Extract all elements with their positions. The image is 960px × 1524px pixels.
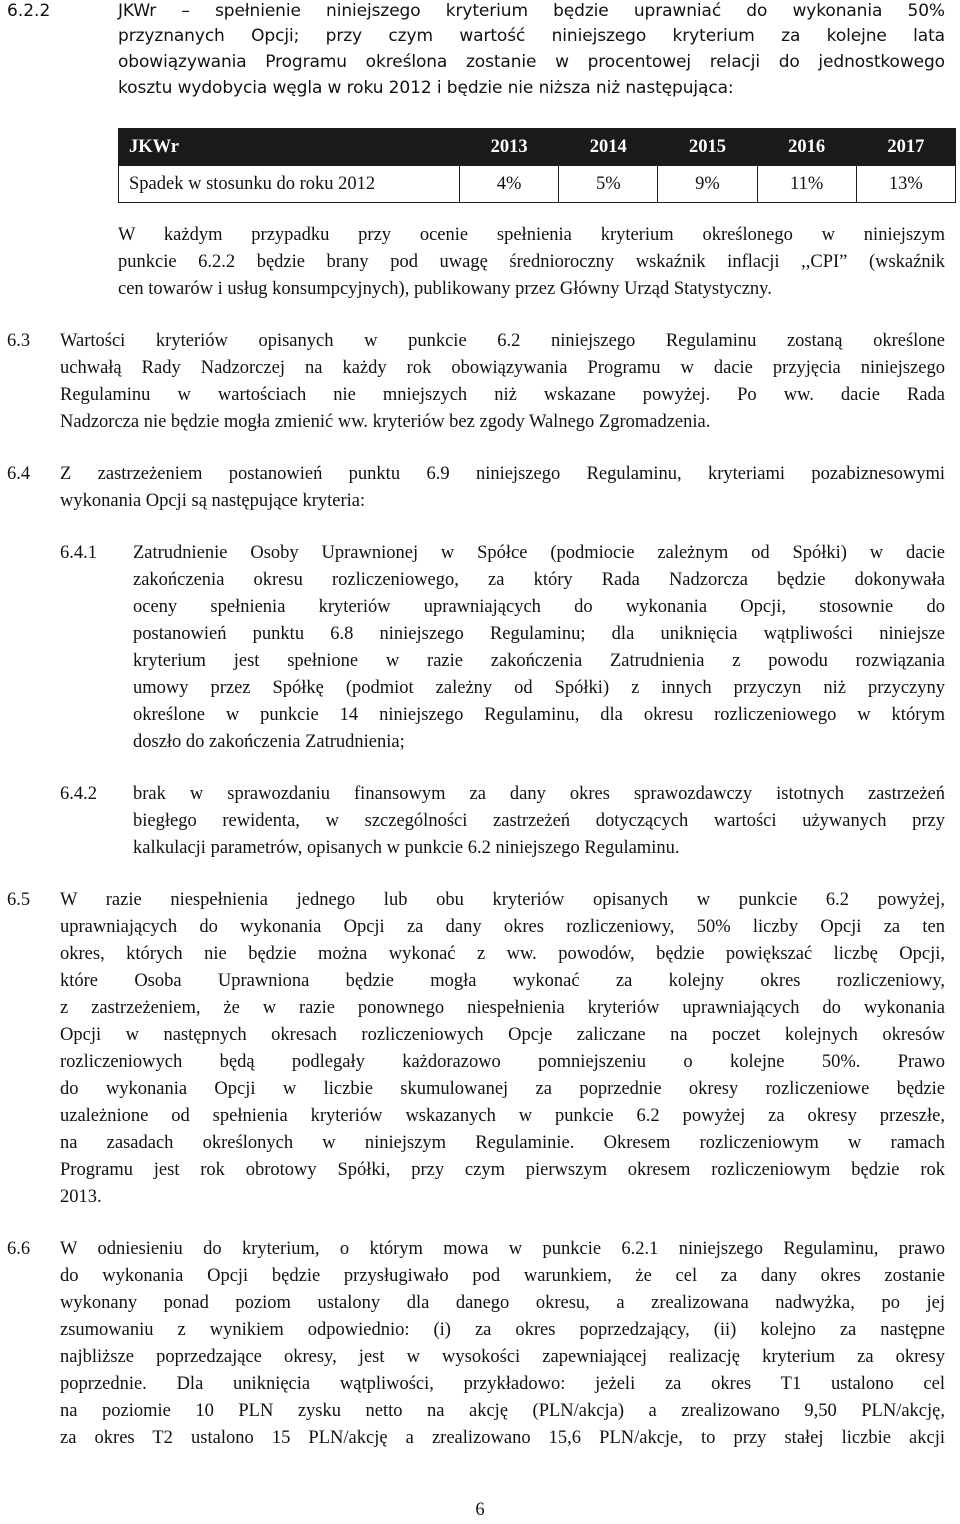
paragraph-text: uzależnione od spełnienia kryteriów wskazanych w punkcie 6.2 powyżej za okresy przeszłe, (60, 1106, 945, 1126)
paragraph-text: Zatrudnienie Osoby Uprawnionej w Spółce (podmiocie zależnym od Spółki) w dacie (133, 543, 945, 563)
paragraph-text: uchwałą Rady Nadzorczej na każdy rok obowiązywania Programu w dacie przyjęcia niniejszego (60, 358, 945, 378)
jkwr-table (118, 128, 956, 203)
section-number: 6.4.1 (60, 543, 97, 563)
paragraph-text: cen towarów i usług konsumpcyjnych), publikowany przez Główny Urząd Statystyczny. (118, 279, 772, 299)
paragraph-6-4-1-line (0, 729, 960, 756)
table-cell: 13% (856, 166, 955, 203)
section-number: 6.3 (7, 331, 31, 351)
table-row (119, 166, 956, 203)
table-row-label: Spadek w stosunku do roku 2012 (119, 166, 460, 203)
paragraph-6-5-line (0, 887, 960, 914)
paragraph-text: kosztu wydobycia węgla w roku 2012 i będzie nie niższa niż następująca: (118, 78, 734, 98)
paragraph-text: przyznanych Opcji; przy czym wartość niniejszego kryterium za kolejne lata (118, 26, 945, 46)
paragraph-text: wykonania Opcji są następujące kryteria: (60, 491, 366, 511)
paragraph-text: zakończenia okresu rozliczeniowego, za który Rada Nadzorcza będzie dokonywała (133, 570, 945, 590)
paragraph-text: Wartości kryteriów opisanych w punkcie 6.2 niniejszego Regulaminu zostaną określone (60, 331, 945, 351)
paragraph-text: kryterium jest spełnione w razie zakończenia Zatrudnienia z powodu rozwiązania (133, 651, 945, 671)
table-header-year: 2014 (559, 129, 658, 166)
table-header-row (119, 129, 956, 166)
paragraph-6-4-2-line (0, 835, 960, 862)
paragraph-text: 2013. (60, 1187, 102, 1207)
paragraph-text: uprawniających do wykonania Opcji za dany okres rozliczeniowy, 50% liczby Opcji za ten (60, 917, 945, 937)
paragraph-text: postanowień punktu 6.8 niniejszego Regulaminu; dla uniknięcia wątpliwości niniejsze (133, 624, 945, 644)
paragraph-text: umowy przez Spółkę (podmiot zależny od Spółki) z innych przyczyn niż przyczyny (133, 678, 945, 698)
note-line (0, 222, 960, 249)
note-line (0, 276, 960, 303)
paragraph-6-4-line (0, 461, 960, 488)
paragraph-6-4-2-line (0, 781, 960, 808)
section-number: 6.4.2 (60, 784, 97, 804)
paragraph-6-4-1-line (0, 621, 960, 648)
section-number: 6.4 (7, 464, 31, 484)
paragraph-text: oceny spełnienia kryteriów uprawniających do wykonania Opcji, stosownie do (133, 597, 945, 617)
paragraph-text: Programu jest rok obrotowy Spółki, przy czym pierwszym okresem rozliczeniowym będzie rok (60, 1160, 945, 1180)
paragraph-6-2-2-line (0, 49, 960, 76)
paragraph-6-5-line (0, 1130, 960, 1157)
paragraph-6-5-line (0, 995, 960, 1022)
paragraph-6-4-1-line (0, 675, 960, 702)
paragraph-6-3-line (0, 409, 960, 436)
section-number: 6.6 (7, 1239, 31, 1259)
paragraph-6-6-line (0, 1398, 960, 1425)
paragraph-6-2-2-line (0, 75, 960, 102)
paragraph-text: zsumowaniu z wynikiem odpowiednio: (i) za okres poprzedzający, (ii) kolejno za następne (60, 1320, 945, 1340)
table-header-year: 2015 (658, 129, 757, 166)
paragraph-6-4-line (0, 488, 960, 515)
paragraph-text: W odniesieniu do kryterium, o którym mowa w punkcie 6.2.1 niniejszego Regulaminu, prawo (60, 1239, 945, 1259)
paragraph-text: Regulaminu w wartościach nie mniejszych niż wskazane powyżej. Po ww. dacie Rada (60, 385, 945, 405)
table-header-year: 2017 (856, 129, 955, 166)
paragraph-text: kalkulacji parametrów, opisanych w punkcie 6.2 niniejszego Regulaminu. (133, 838, 680, 858)
paragraph-text: rozliczeniowych będą podlegały każdorazowo pomniejszeniu o kolejne 50%. Prawo (60, 1052, 945, 1072)
paragraph-text: doszło do zakończenia Zatrudnienia; (133, 732, 405, 752)
paragraph-text: poprzednie. Dla uniknięcia wątpliwości, przykładowo: jeżeli za okres T1 ustalono cel (60, 1374, 945, 1394)
paragraph-text: W razie niespełnienia jednego lub obu kryteriów opisanych w punkcie 6.2 powyżej, (60, 890, 945, 910)
paragraph-6-6-line (0, 1425, 960, 1452)
paragraph-text: punkcie 6.2.2 będzie brany pod uwagę średnioroczny wskaźnik inflacji ,,CPI” (wskaźnik (118, 252, 945, 272)
paragraph-text: Nadzorcza nie będzie mogła zmienić ww. kryteriów bez zgody Walnego Zgromadzenia. (60, 412, 711, 432)
table-header-label: JKWr (119, 129, 460, 166)
paragraph-text: brak w sprawozdaniu finansowym za dany okres sprawozdawczy istotnych zastrzeżeń (133, 784, 945, 804)
paragraph-6-6-line (0, 1317, 960, 1344)
paragraph-text: okres, których nie będzie można wykonać z ww. powodów, będzie powiększać liczbę Opcji, (60, 944, 945, 964)
paragraph-6-6-line (0, 1263, 960, 1290)
paragraph-6-5-line (0, 914, 960, 941)
paragraph-text: do wykonania Opcji w liczbie skumulowanej za poprzednie okresy rozliczeniowe będzie (60, 1079, 945, 1099)
paragraph-6-3-line (0, 355, 960, 382)
paragraph-text: JKWr – spełnienie niniejszego kryterium będzie uprawniać do wykonania 50% (118, 1, 945, 21)
paragraph-text: z zastrzeżeniem, że w razie ponownego niespełnienia kryteriów uprawniających do wykonania (60, 998, 945, 1018)
page-number: 6 (475, 1500, 485, 1520)
paragraph-6-2-2-line (0, 0, 960, 25)
table-cell: 4% (460, 166, 559, 203)
paragraph-6-5-line (0, 1184, 960, 1211)
paragraph-6-4-1-line (0, 648, 960, 675)
table-cell: 5% (559, 166, 658, 203)
paragraph-text: W każdym przypadku przy ocenie spełnienia kryterium określonego w niniejszym (118, 225, 945, 245)
table-header-year: 2016 (757, 129, 856, 166)
paragraph-text: biegłego rewidenta, w szczególności zastrzeżeń dotyczących wartości używanych przy (133, 811, 945, 831)
paragraph-6-5-line (0, 1049, 960, 1076)
paragraph-6-5-line (0, 1022, 960, 1049)
paragraph-6-6-line (0, 1290, 960, 1317)
paragraph-text: określone w punkcie 14 niniejszego Regulaminu, dla okresu rozliczeniowego w którym (133, 705, 945, 725)
paragraph-6-3-line (0, 382, 960, 409)
paragraph-6-4-1-line (0, 567, 960, 594)
paragraph-6-3-line (0, 328, 960, 355)
paragraph-6-4-1-line (0, 540, 960, 567)
section-number: 6.2.2 (7, 1, 51, 21)
paragraph-text: na poziomie 10 PLN zysku netto na akcję (PLN/akcja) a zrealizowano 9,50 PLN/akcję, (60, 1401, 945, 1421)
paragraph-6-4-1-line (0, 702, 960, 729)
table-cell: 11% (757, 166, 856, 203)
paragraph-6-5-line (0, 1103, 960, 1130)
paragraph-6-5-line (0, 1076, 960, 1103)
paragraph-6-5-line (0, 1157, 960, 1184)
paragraph-6-6-line (0, 1236, 960, 1263)
paragraph-6-4-1-line (0, 594, 960, 621)
paragraph-text: Z zastrzeżeniem postanowień punktu 6.9 niniejszego Regulaminu, kryteriami pozabiznesowymi (60, 464, 945, 484)
paragraph-text: na zasadach określonych w niniejszym Regulaminie. Okresem rozliczeniowym w ramach (60, 1133, 945, 1153)
paragraph-6-2-2-line (0, 23, 960, 50)
paragraph-text: obowiązywania Programu określona zostanie w procentowej relacji do jednostkowego (118, 52, 945, 72)
paragraph-text: najbliższe poprzedzające okresy, jest w wysokości zapewniającej realizację kryterium za okresy (60, 1347, 945, 1367)
paragraph-6-5-line (0, 941, 960, 968)
paragraph-text: które Osoba Uprawniona będzie mogła wykonać za kolejny okres rozliczeniowy, (60, 971, 945, 991)
table-header-year: 2013 (460, 129, 559, 166)
paragraph-text: do wykonania Opcji będzie przysługiwało pod warunkiem, że cel za dany okres zostanie (60, 1266, 945, 1286)
paragraph-text: wykonany ponad poziom ustalony dla danego okresu, a zrealizowana nadwyżka, po jej (60, 1293, 945, 1313)
note-line (0, 249, 960, 276)
table-cell: 9% (658, 166, 757, 203)
paragraph-6-6-line (0, 1344, 960, 1371)
paragraph-text: za okres T2 ustalono 15 PLN/akcję a zrealizowano 15,6 PLN/akcje, to przy stałej liczbie akcji (60, 1428, 945, 1448)
paragraph-6-6-line (0, 1371, 960, 1398)
paragraph-text: Opcji w następnych okresach rozliczeniowych Opcje zaliczane na poczet kolejnych okresów (60, 1025, 945, 1045)
paragraph-6-5-line (0, 968, 960, 995)
section-number: 6.5 (7, 890, 31, 910)
paragraph-6-4-2-line (0, 808, 960, 835)
